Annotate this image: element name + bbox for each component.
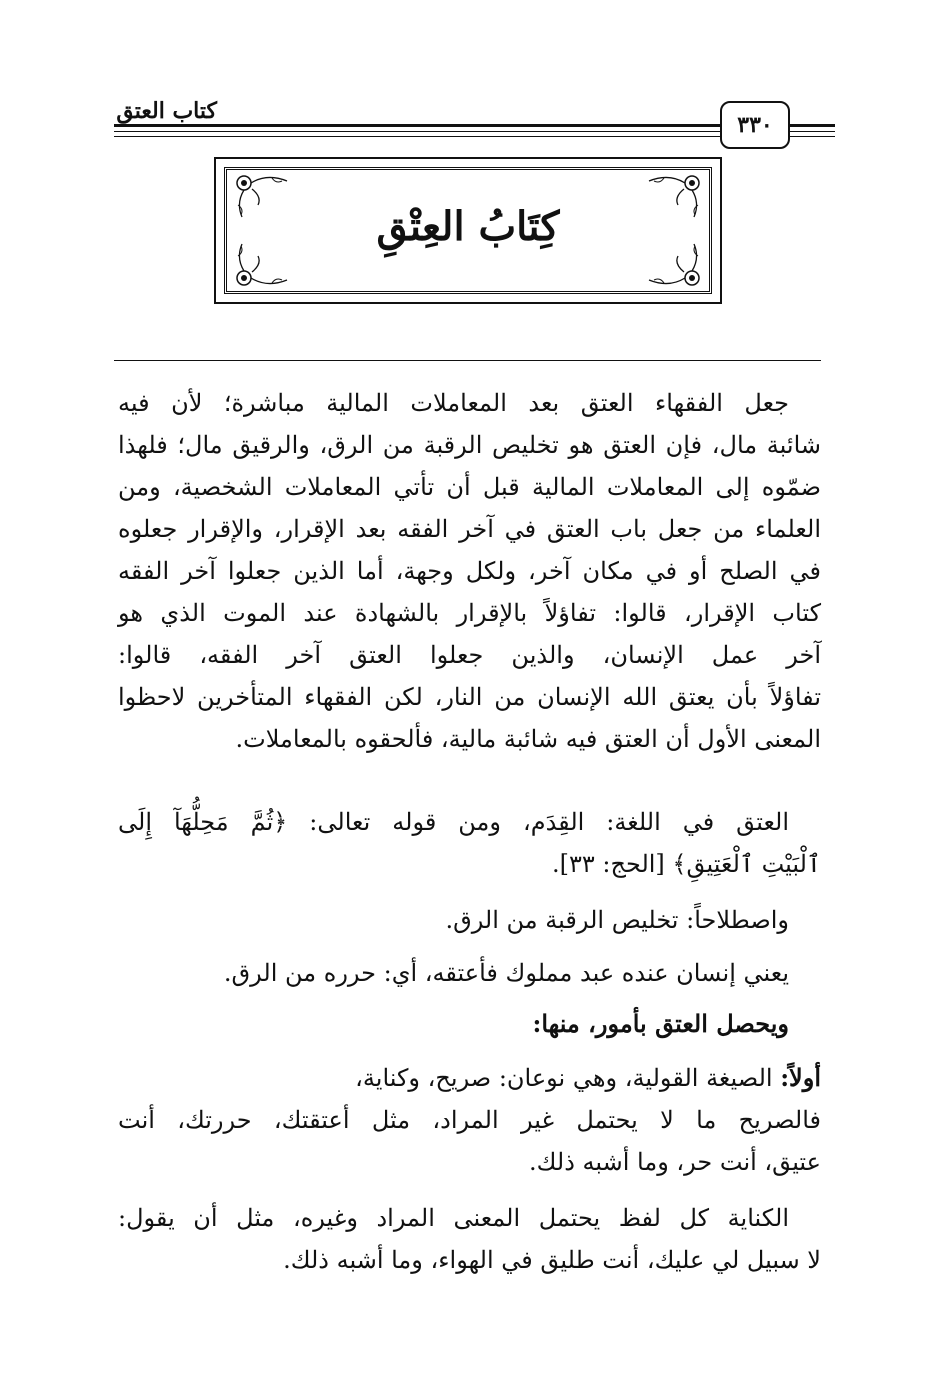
section-divider	[114, 360, 821, 361]
page-number	[720, 101, 790, 149]
chapter-title-frame	[214, 157, 722, 304]
paragraph-line: عتيق، أنت حر، وما أشبه ذلك.	[529, 1148, 821, 1176]
paragraph-line: فالصريح ما لا يحتمل غير المراد، مثل أعتقتك، حررتك، أنت	[118, 1106, 821, 1134]
item-label: أولاً:	[780, 1063, 821, 1092]
paragraph-line: العتق في اللغة: القِدَم، ومن قوله تعالى: ﴿ثُمَّ مَحِلُّهَآ إِلَى	[118, 808, 789, 836]
running-title: كتاب العتق	[116, 98, 217, 124]
paragraph-line: المعنى الأول أن العتق فيه شائبة مالية، فألحقوه بالمعاملات.	[235, 725, 821, 753]
paragraph-line: في الصلح أو في مكان آخر، ولكل وجهة، أما الذين جعلوا آخر الفقه	[118, 557, 821, 585]
paragraph-line: واصطلاحاً: تخليص الرقبة من الرق.	[445, 906, 789, 934]
paragraph-line: جعل الفقهاء العتق بعد المعاملات المالية مباشرة؛ لأن فيه	[118, 389, 789, 417]
paragraph-line: شائبة مال، فإن العتق هو تخليص الرقبة من الرق، والرقيق مال؛ فلهذا	[118, 431, 821, 459]
paragraph-line: الكناية كل لفظ يحتمل المعنى المراد وغيره، مثل أن يقول:	[118, 1204, 789, 1232]
chapter-title: كِتَابُ العِتْقِ	[376, 203, 560, 250]
paragraph-line: يعني إنسان عنده عبد مملوك فأعتقه، أي: حرره من الرق.	[223, 959, 789, 987]
paragraph-line: لا سبيل لي عليك، أنت طليق في الهواء، وما أشبه ذلك.	[283, 1246, 821, 1274]
paragraph-line: ضمّوه إلى المعاملات المالية قبل أن تأتي المعاملات الشخصية، ومن	[118, 473, 821, 501]
paragraph-line: آخر عمل الإنسان، والذين جعلوا العتق آخر الفقه، قالوا:	[118, 641, 821, 669]
paragraph-line: تفاؤلاً بأن يعتق الله الإنسان من النار، لكن الفقهاء المتأخرين لاحظوا	[118, 683, 821, 711]
paragraph-line: ٱلْبَيْتِ ٱلْعَتِيقِ﴾ [الحج: ٣٣].	[551, 850, 821, 878]
paragraph-line	[118, 1058, 821, 1098]
item-text: الصيغة القولية، وهي نوعان: صريح، وكناية،	[355, 1064, 773, 1092]
section-heading: ويحصل العتق بأمور، منها:	[532, 1009, 789, 1038]
paragraph-line: العلماء من جعل باب العتق في آخر الفقه بعد الإقرار، والإقرار جعلوه	[118, 515, 821, 543]
paragraph-line: كتاب الإقرار، قالوا: تفاؤلاً بالإقرار بالشهادة عند الموت الذي هو	[118, 599, 821, 627]
page-number-text: ٣٣٠	[737, 112, 773, 138]
